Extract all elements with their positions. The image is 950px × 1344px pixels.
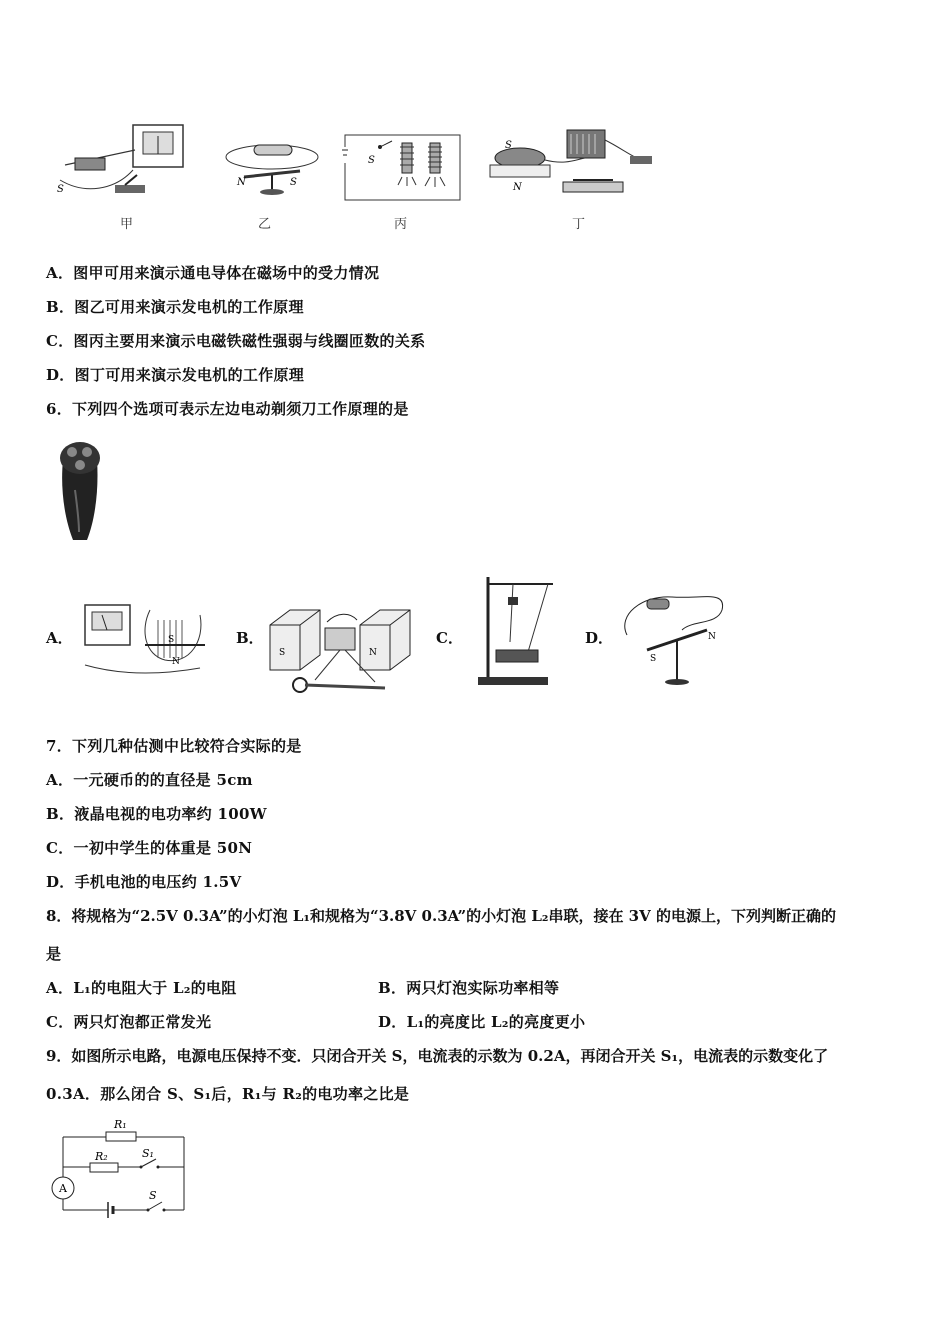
svg-text:N: N xyxy=(172,657,180,667)
q7-option-c: C．一初中学生的体重是 50N xyxy=(46,839,253,857)
q6-option-a-letter: A． xyxy=(46,629,73,647)
pole-s-label: S xyxy=(57,184,64,195)
q5-figure-ding xyxy=(485,120,660,205)
resistor-r1 xyxy=(106,1132,136,1141)
q8-option-b: B．两只灯泡实际功率相等 xyxy=(378,979,560,997)
q5-option-b: B．图乙可用来演示发电机的工作原理 xyxy=(46,298,304,316)
q8-stem-line2: 是 xyxy=(46,945,62,963)
q6-option-b-figure xyxy=(265,600,415,695)
q9-stem-line1: 9．如图所示电路，电源电压保持不变．只闭合开关 S，电流表的示数为 0.2A，再闭合开关 S₁，电流表的示数变化了 xyxy=(46,1047,829,1065)
s1-label: S₁ xyxy=(142,1147,154,1160)
q5-figure-jia xyxy=(55,120,195,210)
q8-option-a: A．L₁的电阻大于 L₂的电阻 xyxy=(46,979,237,997)
figure-label-yi: 乙 xyxy=(258,217,272,232)
svg-text:S: S xyxy=(290,177,297,188)
q7-option-b: B．液晶电视的电功率约 100W xyxy=(46,805,267,823)
ammeter-label: A xyxy=(59,1182,67,1195)
resistor-r2 xyxy=(90,1163,118,1172)
q9-circuit-diagram xyxy=(48,1115,193,1220)
figure-label-jia: 甲 xyxy=(120,217,134,232)
q8-option-c: C．两只灯泡都正常发光 xyxy=(46,1013,212,1031)
svg-text:S: S xyxy=(505,140,512,151)
q7-option-a: A．一元硬币的的直径是 5cm xyxy=(46,771,253,789)
svg-text:S: S xyxy=(650,654,657,664)
q7-stem: 7．下列几种估测中比较符合实际的是 xyxy=(46,737,302,755)
q7-option-d: D．手机电池的电压约 1.5V xyxy=(46,873,242,891)
r1-label: R₁ xyxy=(114,1118,127,1131)
q6-option-d-letter: D． xyxy=(585,629,614,647)
electric-shaver-image xyxy=(55,440,105,545)
s-label: S xyxy=(149,1189,157,1202)
svg-text:S: S xyxy=(279,648,286,658)
svg-text:N: N xyxy=(708,632,716,642)
q9-stem-line2: 0.3A．那么闭合 S、S₁后，R₁与 R₂的电功率之比是 xyxy=(46,1085,410,1103)
q8-stem-line1: 8．将规格为“2.5V 0.3A”的小灯泡 L₁和规格为“3.8V 0.3A”的小灯泡 L₂串联，接在 3V 的电源上，下列判断正确的 xyxy=(46,907,836,925)
q5-option-d: D．图丁可用来演示发电机的工作原理 xyxy=(46,366,305,384)
q6-option-a-figure xyxy=(80,600,215,680)
q5-option-c: C．图丙主要用来演示电磁铁磁性强弱与线圈匝数的关系 xyxy=(46,332,426,350)
svg-text:N: N xyxy=(513,182,522,193)
switch-s1 xyxy=(141,1159,156,1167)
q6-option-b-letter: B． xyxy=(236,629,264,647)
svg-text:N: N xyxy=(369,648,377,658)
q6-option-d-figure xyxy=(622,585,732,690)
q5-figure-yi xyxy=(222,135,322,205)
r2-label: R₂ xyxy=(95,1150,108,1163)
switch-s xyxy=(148,1202,162,1210)
q8-option-d: D．L₁的亮度比 L₂的亮度更小 xyxy=(378,1013,586,1031)
svg-text:S: S xyxy=(368,155,375,166)
q5-figure-bing xyxy=(340,125,465,205)
q5-option-a: A．图甲可用来演示通电导体在磁场中的受力情况 xyxy=(46,264,380,282)
figure-label-bing: 丙 xyxy=(394,217,408,232)
svg-text:S: S xyxy=(168,635,175,645)
q6-option-c-letter: C． xyxy=(436,629,463,647)
q6-stem: 6．下列四个选项可表示左边电动剃须刀工作原理的是 xyxy=(46,400,409,418)
figure-label-ding: 丁 xyxy=(572,217,586,232)
q6-option-c-figure xyxy=(468,572,558,692)
pole-n-label: N xyxy=(237,177,246,188)
